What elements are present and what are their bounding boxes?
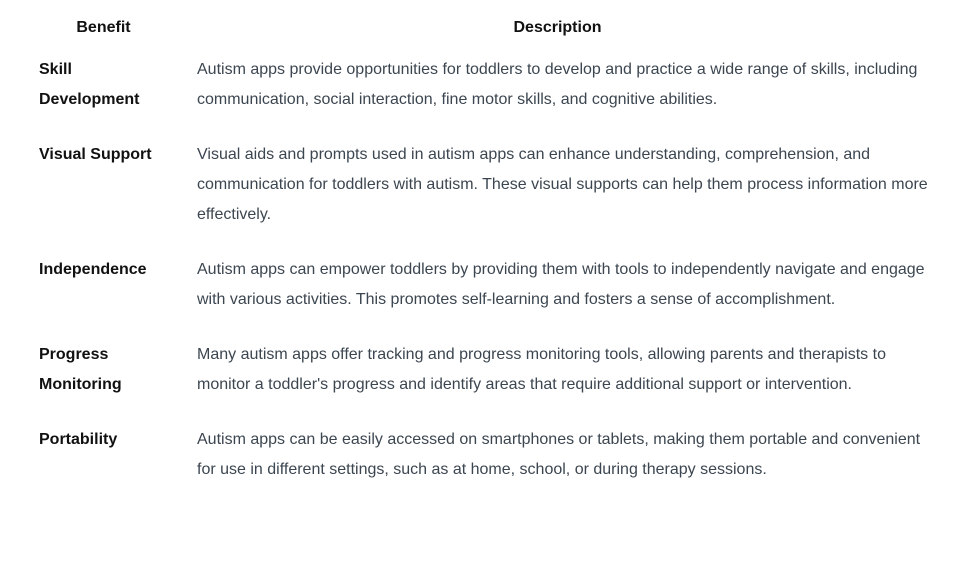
benefit-cell: Skill Development (39, 61, 140, 108)
benefit-cell: Portability (39, 431, 118, 448)
description-cell: Autism apps can be easily accessed on smartphones or tablets, making them portable and convenient for use in different settings, such as at home, school, or during therapy sessions. (197, 431, 921, 478)
table-header-row (24, 10, 932, 50)
header-description: Description (513, 19, 602, 36)
table-row (24, 50, 932, 135)
header-benefit: Benefit (76, 19, 131, 36)
table-row (24, 335, 932, 420)
description-cell: Autism apps provide opportunities for toddlers to develop and practice a wide range of skills, including communication, social interaction, fine motor skills, and cognitive abilities. (197, 61, 918, 108)
description-cell: Autism apps can empower toddlers by providing them with tools to independently navigate and engage with various activities. This promotes self-learning and fosters a sense of accomplishment. (197, 261, 925, 308)
table-row (24, 250, 932, 335)
benefit-cell: Progress Monitoring (39, 346, 122, 393)
benefit-cell: Visual Support (39, 146, 152, 163)
benefits-table (24, 10, 932, 505)
benefit-cell: Independence (39, 261, 147, 278)
table-row (24, 420, 932, 505)
description-cell: Many autism apps offer tracking and progress monitoring tools, allowing parents and therapists to monitor a toddler's progress and identify areas that require additional support or intervention. (197, 346, 886, 393)
description-cell: Visual aids and prompts used in autism apps can enhance understanding, comprehension, and communication for toddlers with autism. These visual supports can help them process information more effectively. (197, 146, 928, 223)
table-row (24, 135, 932, 250)
